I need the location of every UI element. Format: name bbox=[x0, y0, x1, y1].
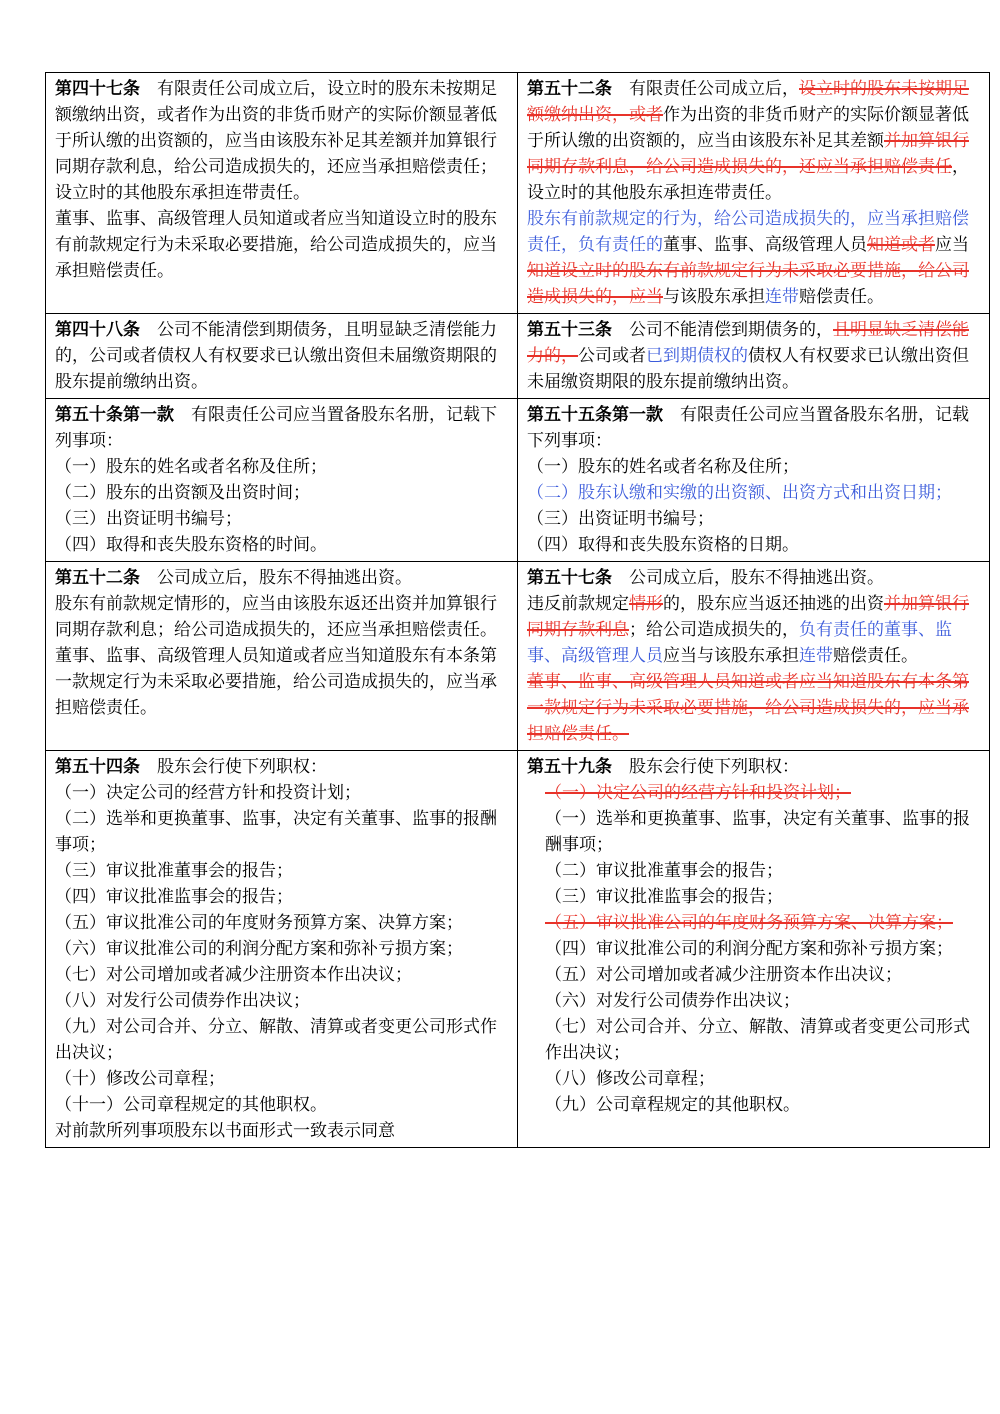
body-text: 有限责任公司应当置备股东名册，记载下列事项： bbox=[527, 405, 969, 451]
inserted-text: 连带 bbox=[765, 287, 799, 307]
paragraph bbox=[527, 317, 982, 395]
paragraph bbox=[527, 806, 982, 858]
paragraph bbox=[527, 565, 982, 591]
paragraph bbox=[527, 858, 982, 884]
paragraph bbox=[527, 76, 982, 206]
paragraph bbox=[55, 936, 510, 962]
deleted-text: （一）决定公司的经营方针和投资计划； bbox=[545, 783, 851, 803]
inserted-text: （二）股东认缴和实缴的出资额、出资方式和出资日期； bbox=[527, 483, 952, 503]
paragraph bbox=[55, 1092, 510, 1118]
deleted-text: 知道设立时的股东有前款规定行为未采取必要措施，给公司造成损失的，应当 bbox=[527, 261, 969, 307]
old-article-cell bbox=[46, 73, 518, 314]
new-article-cell bbox=[518, 399, 990, 562]
body-text: 董事、监事、高级管理人员 bbox=[663, 235, 867, 255]
body-text: 应当与该股东承担 bbox=[663, 646, 799, 666]
body-text: （一）决定公司的经营方针和投资计划； bbox=[55, 783, 361, 803]
paragraph bbox=[527, 780, 982, 806]
paragraph bbox=[55, 454, 510, 480]
paragraph bbox=[55, 206, 510, 284]
table-row bbox=[46, 314, 990, 399]
paragraph bbox=[527, 962, 982, 988]
article-heading: 第五十三条 bbox=[527, 320, 612, 340]
body-text: （五）对公司增加或者减少注册资本作出决议； bbox=[545, 965, 902, 985]
body-text: （二）审议批准董事会的报告； bbox=[545, 861, 783, 881]
paragraph bbox=[55, 780, 510, 806]
comparison-table-body bbox=[46, 73, 990, 1148]
body-text: ，设立时的其他股东承担连带责任。 bbox=[527, 157, 969, 203]
body-text: 债权人有权要求已认缴出资但未届缴资期限的股东提前缴纳出资。 bbox=[527, 346, 969, 392]
paragraph bbox=[55, 591, 510, 643]
paragraph bbox=[55, 1118, 510, 1144]
paragraph bbox=[55, 858, 510, 884]
inserted-text: 股东有前款规定的行为，给公司造成损失的，应当承担赔偿责任，负有责任的 bbox=[527, 209, 969, 255]
body-text: （八）对发行公司债券作出决议； bbox=[55, 991, 310, 1011]
body-text: （九）对公司合并、分立、解散、清算或者变更公司形式作出决议； bbox=[55, 1017, 497, 1063]
body-text: 有限责任公司成立后，设立时的股东未按期足额缴纳出资，或者作为出资的非货币财产的实际价额显著低于所认缴的出资额的，应当由该股东补足其差额并加算银行同期存款利息，给公司造成损失的，还应当承担赔偿责任；设立时的其他股东承担连带责任。 bbox=[55, 79, 497, 203]
body-text: 股东会行使下列职权： bbox=[612, 757, 799, 777]
article-heading: 第五十条第一款 bbox=[55, 405, 174, 425]
table-row bbox=[46, 399, 990, 562]
paragraph bbox=[527, 206, 982, 310]
body-text: 应当 bbox=[935, 235, 969, 255]
new-article-cell bbox=[518, 562, 990, 751]
body-text: （四）取得和丧失股东资格的日期。 bbox=[527, 535, 799, 555]
paragraph bbox=[527, 454, 982, 480]
body-text: 董事、监事、高级管理人员知道或者应当知道股东有本条第一款规定行为未采取必要措施，给公司造成损失的，应当承担赔偿责任。 bbox=[55, 646, 497, 718]
body-text: （一）股东的姓名或者名称及住所； bbox=[55, 457, 327, 477]
paragraph bbox=[527, 1014, 982, 1066]
article-heading: 第五十二条 bbox=[55, 568, 140, 588]
body-text: 公司不能清偿到期债务的， bbox=[612, 320, 833, 340]
body-text: （三）出资证明书编号； bbox=[55, 509, 242, 529]
deleted-text: 情形 bbox=[629, 594, 663, 614]
paragraph bbox=[55, 962, 510, 988]
body-text: （一）选举和更换董事、监事，决定有关董事、监事的报酬事项； bbox=[545, 809, 970, 855]
paragraph bbox=[527, 1066, 982, 1092]
body-text: （七）对公司增加或者减少注册资本作出决议； bbox=[55, 965, 412, 985]
old-article-cell bbox=[46, 751, 518, 1148]
paragraph bbox=[55, 1014, 510, 1066]
paragraph bbox=[55, 506, 510, 532]
body-text: 公司不能清偿到期债务，且明显缺乏清偿能力的，公司或者债权人有权要求已认缴出资但未届缴资期限的股东提前缴纳出资。 bbox=[55, 320, 497, 392]
article-heading: 第五十二条 bbox=[527, 79, 612, 99]
paragraph bbox=[55, 76, 510, 206]
paragraph bbox=[55, 565, 510, 591]
body-text: 赔偿责任。 bbox=[833, 646, 918, 666]
body-text: 公司成立后，股东不得抽逃出资。 bbox=[612, 568, 884, 588]
body-text: 公司成立后，股东不得抽逃出资。 bbox=[140, 568, 412, 588]
body-text: （三）审议批准董事会的报告； bbox=[55, 861, 293, 881]
paragraph bbox=[527, 936, 982, 962]
table-row bbox=[46, 562, 990, 751]
paragraph bbox=[527, 591, 982, 669]
body-text: （八）修改公司章程； bbox=[545, 1069, 715, 1089]
paragraph bbox=[55, 884, 510, 910]
body-text: （三）审议批准监事会的报告； bbox=[545, 887, 783, 907]
deleted-text: 董事、监事、高级管理人员知道或者应当知道股东有本条第一款规定行为未采取必要措施，给公司造成损失的，应当承担赔偿责任。 bbox=[527, 672, 969, 744]
deleted-text: （五）审议批准公司的年度财务预算方案、决算方案； bbox=[545, 913, 953, 933]
paragraph bbox=[55, 317, 510, 395]
body-text: ；给公司造成损失的， bbox=[629, 620, 799, 640]
paragraph bbox=[527, 402, 982, 454]
body-text: （九）公司章程规定的其他职权。 bbox=[545, 1095, 800, 1115]
paragraph bbox=[527, 532, 982, 558]
document-page bbox=[45, 72, 970, 1148]
article-heading: 第五十七条 bbox=[527, 568, 612, 588]
deleted-text: 并加算银行同期存款利息 bbox=[527, 594, 969, 640]
comparison-table bbox=[45, 72, 990, 1148]
body-text: （三）出资证明书编号； bbox=[527, 509, 714, 529]
new-article-cell bbox=[518, 751, 990, 1148]
body-text: 股东会行使下列职权： bbox=[140, 757, 327, 777]
body-text: （十一）公司章程规定的其他职权。 bbox=[55, 1095, 327, 1115]
paragraph bbox=[527, 988, 982, 1014]
old-article-cell bbox=[46, 399, 518, 562]
paragraph bbox=[527, 910, 982, 936]
body-text: 有限责任公司应当置备股东名册，记载下列事项： bbox=[55, 405, 497, 451]
paragraph bbox=[55, 1066, 510, 1092]
paragraph bbox=[55, 402, 510, 454]
inserted-text: 已到期债权的 bbox=[646, 346, 748, 366]
body-text: （十）修改公司章程； bbox=[55, 1069, 225, 1089]
article-heading: 第四十八条 bbox=[55, 320, 140, 340]
paragraph bbox=[55, 754, 510, 780]
paragraph bbox=[55, 806, 510, 858]
article-heading: 第五十九条 bbox=[527, 757, 612, 777]
body-text: 有限责任公司成立后， bbox=[612, 79, 799, 99]
paragraph bbox=[527, 506, 982, 532]
body-text: （四）取得和丧失股东资格的时间。 bbox=[55, 535, 327, 555]
body-text: （二）选举和更换董事、监事，决定有关董事、监事的报酬事项； bbox=[55, 809, 497, 855]
paragraph bbox=[55, 910, 510, 936]
body-text: 股东有前款规定情形的，应当由该股东返还出资并加算银行同期存款利息；给公司造成损失的，还应当承担赔偿责任。 bbox=[55, 594, 497, 640]
deleted-text: 并加算银行同期存款利息，给公司造成损失的，还应当承担赔偿责任 bbox=[527, 131, 969, 177]
table-row bbox=[46, 751, 990, 1148]
inserted-text: 连带 bbox=[799, 646, 833, 666]
body-text: （七）对公司合并、分立、解散、清算或者变更公司形式作出决议； bbox=[545, 1017, 970, 1063]
paragraph bbox=[55, 643, 510, 721]
paragraph bbox=[527, 1092, 982, 1118]
deleted-text: 知道或者 bbox=[867, 235, 935, 255]
body-text: 赔偿责任。 bbox=[799, 287, 884, 307]
body-text: （六）对发行公司债券作出决议； bbox=[545, 991, 800, 1011]
deleted-text: 且明显缺乏清偿能力的， bbox=[527, 320, 969, 366]
body-text: （四）审议批准监事会的报告； bbox=[55, 887, 293, 907]
new-article-cell bbox=[518, 314, 990, 399]
body-text: 与该股东承担 bbox=[663, 287, 765, 307]
deleted-text: 设立时的股东未按期足额缴纳出资，或者 bbox=[527, 79, 969, 125]
article-heading: 第五十五条第一款 bbox=[527, 405, 663, 425]
body-text: （六）审议批准公司的利润分配方案和弥补亏损方案； bbox=[55, 939, 463, 959]
body-text: （四）审议批准公司的利润分配方案和弥补亏损方案； bbox=[545, 939, 953, 959]
table-row bbox=[46, 73, 990, 314]
body-text: （五）审议批准公司的年度财务预算方案、决算方案； bbox=[55, 913, 463, 933]
paragraph bbox=[55, 988, 510, 1014]
paragraph bbox=[55, 532, 510, 558]
new-article-cell bbox=[518, 73, 990, 314]
body-text: 公司或者 bbox=[578, 346, 646, 366]
paragraph bbox=[527, 480, 982, 506]
body-text: 作为出资的非货币财产的实际价额显著低于所认缴的出资额的，应当由该股东补足其差额 bbox=[527, 105, 969, 151]
body-text: 对前款所列事项股东以书面形式一致表示同意 bbox=[55, 1121, 395, 1141]
body-text: 董事、监事、高级管理人员知道或者应当知道设立时的股东有前款规定行为未采取必要措施，给公司造成损失的，应当承担赔偿责任。 bbox=[55, 209, 497, 281]
paragraph bbox=[527, 884, 982, 910]
body-text: （二）股东的出资额及出资时间； bbox=[55, 483, 310, 503]
inserted-text: 负有责任的董事、监事、高级管理人员 bbox=[527, 620, 952, 666]
old-article-cell bbox=[46, 562, 518, 751]
article-heading: 第四十七条 bbox=[55, 79, 140, 99]
paragraph bbox=[55, 480, 510, 506]
body-text: 的，股东应当返还抽逃的出资 bbox=[663, 594, 884, 614]
paragraph bbox=[527, 669, 982, 747]
old-article-cell bbox=[46, 314, 518, 399]
body-text: 违反前款规定 bbox=[527, 594, 629, 614]
paragraph bbox=[527, 754, 982, 780]
body-text: （一）股东的姓名或者名称及住所； bbox=[527, 457, 799, 477]
article-heading: 第五十四条 bbox=[55, 757, 140, 777]
